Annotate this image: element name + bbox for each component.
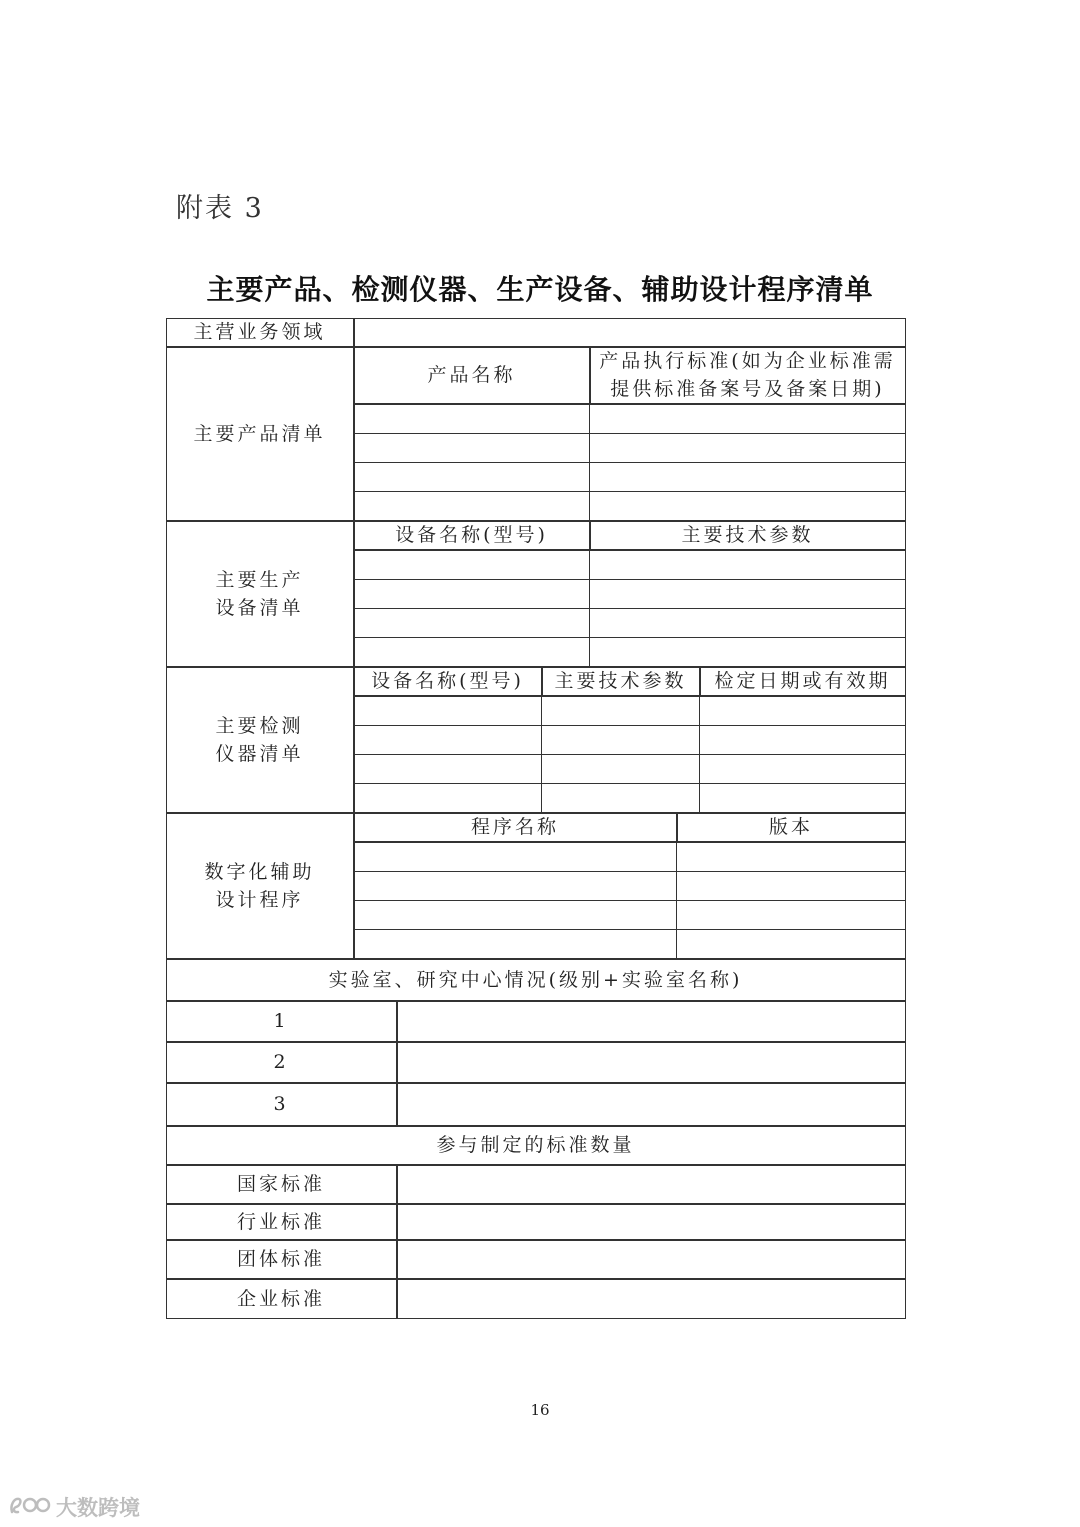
standards-section-header: 参与制定的标准数量 — [166, 1126, 906, 1165]
lab-item-value-cell — [397, 1042, 906, 1083]
table-divider — [354, 433, 906, 434]
digital-programs-col-name: 程序名称 — [354, 813, 677, 842]
table-divider — [354, 725, 906, 726]
main-products-col-product-name: 产品名称 — [354, 347, 590, 404]
watermark — [8, 1492, 140, 1522]
production-equipment-label: 主要生产 设备清单 — [166, 521, 354, 667]
lab-item-number: 1 — [166, 1001, 397, 1042]
page-number: 16 — [530, 1401, 550, 1419]
table-divider — [354, 783, 906, 784]
table-divider — [354, 491, 906, 492]
lab-section-header: 实验室、研究中心情况(级别+实验室名称) — [166, 959, 906, 1001]
standard-count-cell — [397, 1279, 906, 1319]
annex-label: 附表 3 — [176, 193, 264, 224]
table-divider — [354, 462, 906, 463]
table-divider — [354, 929, 906, 930]
standard-type-label: 团体标准 — [166, 1240, 397, 1279]
lab-item-value-cell — [397, 1083, 906, 1126]
standard-type-label: 国家标准 — [166, 1165, 397, 1204]
testing-instruments-label: 主要检测 仪器清单 — [166, 667, 354, 813]
standard-type-label: 行业标准 — [166, 1204, 397, 1240]
testing-instruments-col-name: 设备名称(型号) — [354, 667, 542, 696]
standard-count-cell — [397, 1204, 906, 1240]
main-products-col-standard: 产品执行标准(如为企业标准需 提供标准备案号及备案日期) — [590, 347, 906, 404]
table-divider — [354, 900, 906, 901]
lab-item-number: 2 — [166, 1042, 397, 1083]
testing-instruments-col-date: 检定日期或有效期 — [700, 667, 906, 696]
production-equipment-col-name: 设备名称(型号) — [354, 521, 590, 550]
digital-programs-col-version: 版本 — [677, 813, 906, 842]
standard-type-label: 企业标准 — [166, 1279, 397, 1319]
lab-item-value-cell — [397, 1001, 906, 1042]
digital-programs-label: 数字化辅助 设计程序 — [166, 813, 354, 959]
watermark-text: 大数跨境 — [56, 1496, 140, 1520]
standard-count-cell — [397, 1165, 906, 1204]
table-divider — [354, 871, 906, 872]
testing-instruments-col-params: 主要技术参数 — [542, 667, 700, 696]
production-equipment-col-params: 主要技术参数 — [590, 521, 906, 550]
main-products-label: 主要产品清单 — [166, 347, 354, 521]
standard-count-cell — [397, 1240, 906, 1279]
business-domain-label: 主营业务领域 — [166, 318, 354, 347]
table-divider — [354, 637, 906, 638]
document-title: 主要产品、检测仪器、生产设备、辅助设计程序清单 — [206, 273, 874, 306]
table-divider — [354, 579, 906, 580]
table-divider — [354, 608, 906, 609]
table-divider — [354, 754, 906, 755]
business-domain-value-cell — [354, 318, 906, 347]
lab-item-number: 3 — [166, 1083, 397, 1126]
watermark-logo-icon — [8, 1493, 52, 1522]
